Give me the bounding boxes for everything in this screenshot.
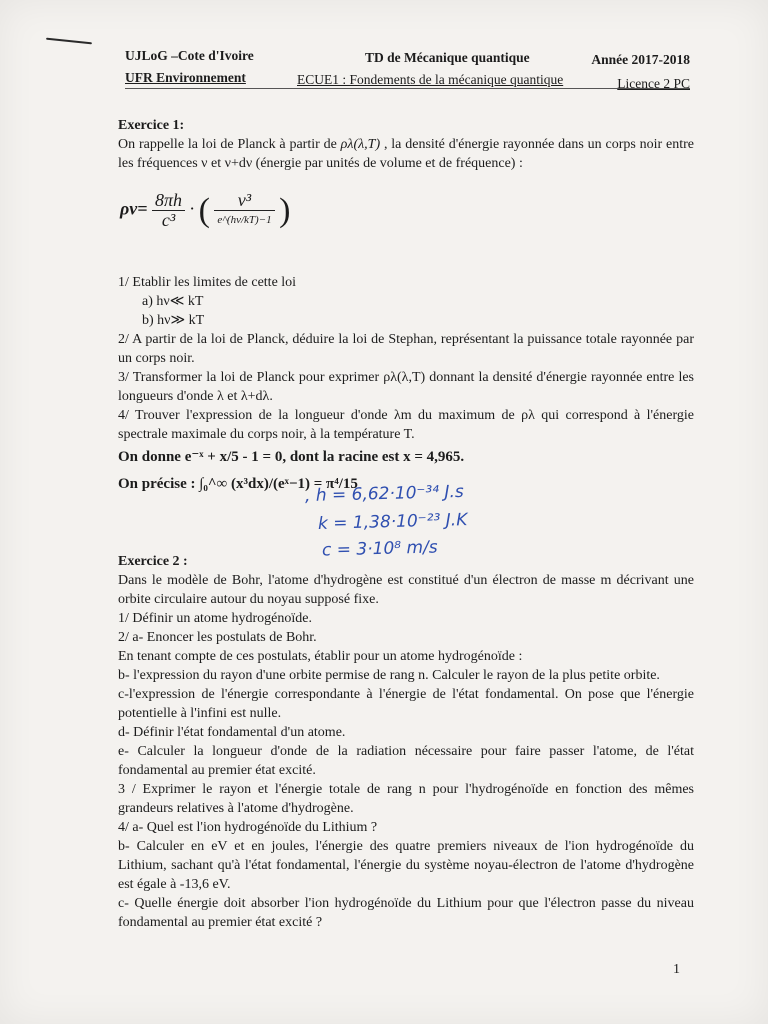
given-equation: On donne e⁻ˣ + x/5 - 1 = 0, dont la racine est x = 4,965. [118, 449, 465, 465]
planck-formula: ρν= $\frac{8\pi h}{\text{c³}}$ · ( $\frac{\text{ν³}}{e\^{}(h\nu/kT)-1}$ ) [120, 190, 291, 230]
ex2-paragraph-1: Dans le modèle de Bohr, l'atome d'hydrogène est constitué d'un électron de masse m décrivant une orbite circulaire autour du noyau supposé fixe. [118, 573, 694, 607]
handwritten-planck-constant: , h = 6,62·10⁻³⁴ J.s [304, 481, 465, 507]
ex2-question-4b: b- Calculer en eV et en joules, l'énergie des quatre premiers niveaux de l'ion hydrogénoïde du Lithium, sachant qu'à l'état fondamental, l'énergie du système noyau-électron de l'atome d'hydrogène est égale à -13,6 eV. [118, 839, 694, 892]
exercise-2-title: Exercice 2 : [118, 554, 188, 569]
pen-mark [46, 38, 92, 45]
question-4: 4/ Trouver l'expression de la longueur d'onde λm du maximum de ρλ qui correspond à l'énergie spectrale maximale du corps noir, à la température T. [118, 408, 694, 442]
formula-lhs: ρν= [120, 198, 148, 219]
level: Licence 2 PC [617, 76, 690, 91]
university-name: UJLoG –Cote d'Ivoire [125, 48, 254, 63]
rho-lambda: ρλ(λ,T) [340, 137, 381, 152]
ex2-question-2c: c-l'expression de l'énergie correspondante à l'énergie de l'état fondamental. On pose que l'énergie potentielle à l'infini est nulle. [118, 687, 694, 721]
handwritten-speed-of-light: c = 3·10⁸ m/s [321, 537, 438, 561]
given-integral: On précise : ∫₀^∞ (x³dx)/(eˣ−1) = π⁴/15 [118, 476, 358, 492]
formula-inner-fraction: $\frac{\text{ν³}}{e\^{}(h\nu/kT)-1}$ [214, 191, 274, 230]
ex2-instruction: En tenant compte de ces postulats, établir pour un atome hydrogénoïde : [118, 649, 523, 664]
document-header [125, 48, 690, 92]
formula-coefficient: $\frac{8\pi h}{\text{c³}}$ [152, 191, 185, 230]
exercise-2 [118, 552, 694, 932]
ex2-question-1: 1/ Définir un atome hydrogénoïde. [118, 611, 313, 626]
ex2-question-2a: 2/ a- Enoncer les postulats de Bohr. [118, 630, 317, 645]
ex2-question-2d: d- Définir l'état fondamental d'un atome. [118, 725, 346, 740]
ex2-question-3: 3 / Exprimer le rayon et l'énergie totale de rang n pour l'hydrogénoïde en fonction des mêmes grandeurs relatives à l'atome d'hydrogène. [118, 782, 694, 816]
header-rule [125, 88, 690, 89]
exercise-1-intro: On rappelle la loi de Planck à partir de ρλ(λ,T) , la densité d'énergie rayonnée dans un corps noir entre les fréquences ν et ν+dν (énergie par unités de volume et de fréquence) : [118, 137, 695, 171]
ecue-title: ECUE1 : Fondements de la mécanique quantique [297, 72, 564, 87]
academic-year: Année 2017-2018 [591, 52, 690, 67]
handwritten-boltzmann-constant: k = 1,38·10⁻²³ J.K [317, 510, 468, 534]
page-number: 1 [673, 962, 680, 977]
question-2: 2/ A partir de la loi de Planck, déduire la loi de Stephan, représentant la puissance totale rayonnée par un corps noir. [118, 332, 694, 366]
ex2-question-4a: 4/ a- Quel est l'ion hydrogénoïde du Lithium ? [118, 820, 378, 835]
question-1: 1/ Etablir les limites de cette loi [118, 275, 297, 290]
course-title: TD de Mécanique quantique [365, 50, 530, 65]
ufr-name: UFR Environnement [125, 70, 246, 85]
question-1b: b) hν≫ kT [142, 313, 205, 328]
exercise-1-title: Exercice 1: [118, 118, 185, 133]
question-1a: a) hν≪ kT [142, 294, 204, 309]
ex2-question-2e: e- Calculer la longueur d'onde de la radiation nécessaire pour faire passer l'atome, de l'état fondamental au premier état excité. [118, 744, 694, 778]
ex2-question-2b: b- l'expression du rayon d'une orbite permise de rang n. Calculer le rayon de la plus petite orbite. [118, 668, 660, 683]
ex2-question-4c: c- Quelle énergie doit absorber l'ion hydrogénoïde du Lithium pour que l'électron passe du niveau fondamental au premier état excité ? [118, 896, 694, 930]
question-3: 3/ Transformer la loi de Planck pour exprimer ρλ(λ,T) donnant la densité d'énergie rayonnée entre les longueurs d'onde λ et λ+dλ. [118, 370, 694, 404]
